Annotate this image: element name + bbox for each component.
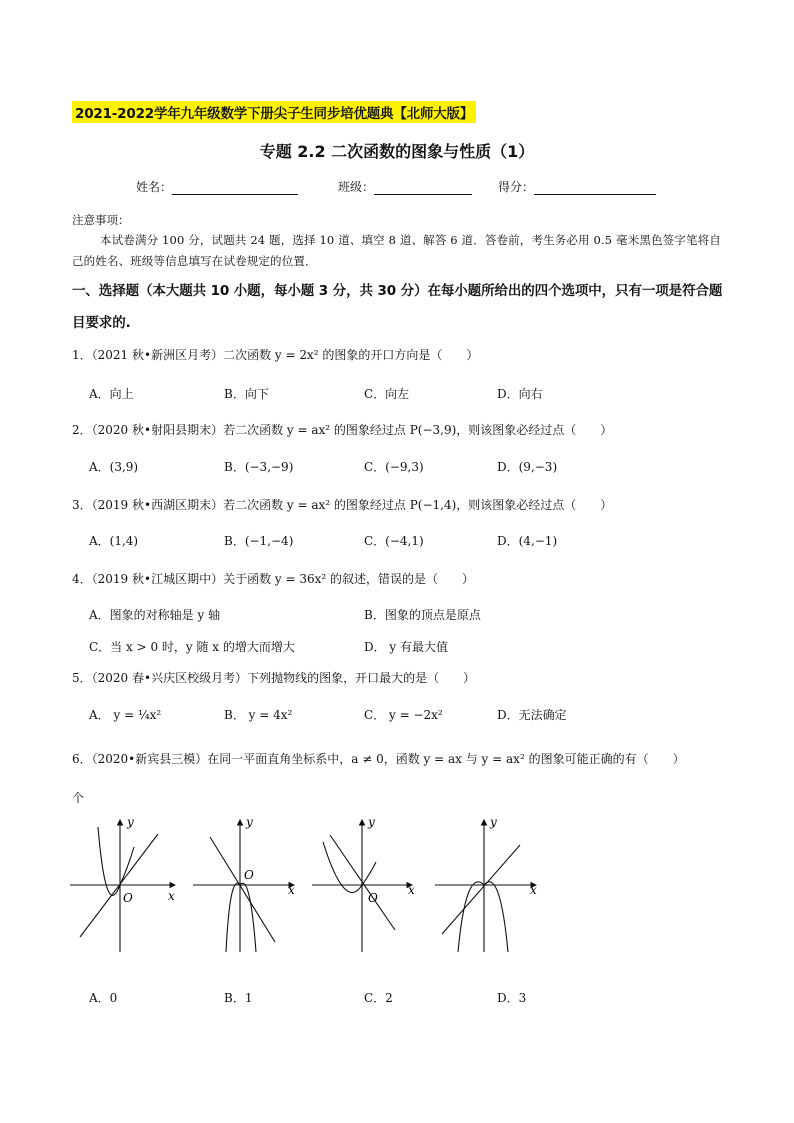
name-blank[interactable] <box>172 182 298 195</box>
graph-2-y-label: y <box>246 815 253 829</box>
graph-2-line <box>210 837 275 942</box>
q5-option-a[interactable]: A． y = ¼x² <box>89 708 162 722</box>
graph-1-origin-label: O <box>123 891 133 905</box>
graph-3 <box>312 820 412 952</box>
q5-option-b[interactable]: B． y = 4x² <box>224 708 293 722</box>
q6-option-c[interactable]: C．2 <box>364 991 393 1005</box>
graph-2 <box>193 820 294 952</box>
q6-graph-set <box>60 812 560 962</box>
graph-1 <box>70 820 175 952</box>
q4-option-a[interactable]: A．图象的对称轴是 y 轴 <box>89 608 221 622</box>
score-label: 得分： <box>498 180 535 194</box>
class-blank[interactable] <box>374 182 472 195</box>
score-blank[interactable] <box>534 182 656 195</box>
graph-2-x-label: x <box>288 883 295 897</box>
notes-body: 本试卷满分 100 分，试题共 24 题，选择 10 道、填空 8 道、解答 6 道．答卷前，考生务必用 0.5 毫米黑色签字笔将自己的姓名、班级等信息填写在试卷规定的位置． <box>72 233 721 268</box>
graph-4-line <box>442 845 520 934</box>
q2-option-d[interactable]: D．(9,−3) <box>497 460 558 474</box>
question-6-stem-cont: 个 <box>72 791 85 805</box>
graph-1-y-label: y <box>127 815 134 829</box>
q3-option-b[interactable]: B．(−1,−4) <box>224 534 294 548</box>
class-label: 班级： <box>338 180 375 194</box>
section-heading: 一、选择题（本大题共 10 小题，每小题 3 分，共 30 分）在每小题所给出的四个选项中，只有一项是符合题目要求的. <box>72 283 723 331</box>
series-title: 2021-2022学年九年级数学下册尖子生同步培优题典【北师大版】 <box>72 101 476 123</box>
notes-heading: 注意事项： <box>72 213 130 227</box>
q1-option-b[interactable]: B．向下 <box>224 387 269 401</box>
q6-option-b[interactable]: B．1 <box>224 991 253 1005</box>
graph-3-origin-label: O <box>368 891 378 905</box>
q1-option-d[interactable]: D．向右 <box>497 387 543 401</box>
question-3-stem: 3．（2019 秋•西湖区期末）若二次函数 y = ax² 的图象经过点 P(−1,4)，则该图象必经过点（ ） <box>72 498 613 512</box>
q6-graphs <box>60 812 560 966</box>
question-2-stem: 2．（2020 秋•射阳县期末）若二次函数 y = ax² 的图象经过点 P(−3,9)，则该图象必经过点（ ） <box>72 423 613 437</box>
graph-2-origin-label: O <box>244 868 254 882</box>
q5-option-d[interactable]: D．无法确定 <box>497 708 567 722</box>
graph-3-x-label: x <box>408 883 415 897</box>
graph-2-parabola <box>226 883 256 952</box>
question-1-stem: 1．（2021 秋•新洲区月考）二次函数 y = 2x² 的图象的开口方向是（ ） <box>72 348 479 362</box>
q2-option-a[interactable]: A．(3,9) <box>89 460 139 474</box>
class-field <box>338 178 472 195</box>
graph-4-y-label: y <box>490 815 497 829</box>
q3-option-a[interactable]: A．(1,4) <box>89 534 139 548</box>
name-field <box>136 178 298 195</box>
q2-option-c[interactable]: C．(−9,3) <box>364 460 424 474</box>
q2-option-b[interactable]: B．(−3,−9) <box>224 460 294 474</box>
graph-4-parabola <box>458 882 508 952</box>
question-5-stem: 5．（2020 春•兴庆区校级月考）下列抛物线的图象，开口最大的是（ ） <box>72 671 476 685</box>
question-4-stem: 4．（2019 秋•江城区期中）关于函数 y = 36x² 的叙述，错误的是（ ） <box>72 572 475 586</box>
q5-option-c[interactable]: C． y = −2x² <box>364 708 443 722</box>
graph-4 <box>435 820 536 952</box>
name-label: 姓名： <box>136 180 173 194</box>
q4-option-c[interactable]: C．当 x > 0 时，y 随 x 的增大而增大 <box>89 640 295 654</box>
q1-option-a[interactable]: A．向上 <box>89 387 134 401</box>
page-title: 专题 2.2 二次函数的图象与性质（1） <box>259 142 535 161</box>
q4-option-d[interactable]: D． y 有最大值 <box>364 640 449 654</box>
question-6-stem: 6．（2020•新宾县三模）在同一平面直角坐标系中，a ≠ 0，函数 y = ax 与 y = ax² 的图象可能正确的有（ ） <box>72 752 685 766</box>
graph-3-y-label: y <box>368 815 375 829</box>
q6-option-d[interactable]: D．3 <box>497 991 527 1005</box>
score-field <box>498 178 656 195</box>
q4-option-b[interactable]: B．图象的顶点是原点 <box>364 608 481 622</box>
graph-4-x-label: x <box>530 883 537 897</box>
q3-option-c[interactable]: C．(−4,1) <box>364 534 424 548</box>
q1-option-c[interactable]: C．向左 <box>364 387 410 401</box>
graph-1-x-label: x <box>168 889 175 903</box>
q6-option-a[interactable]: A．0 <box>89 991 118 1005</box>
q3-option-d[interactable]: D．(4,−1) <box>497 534 558 548</box>
